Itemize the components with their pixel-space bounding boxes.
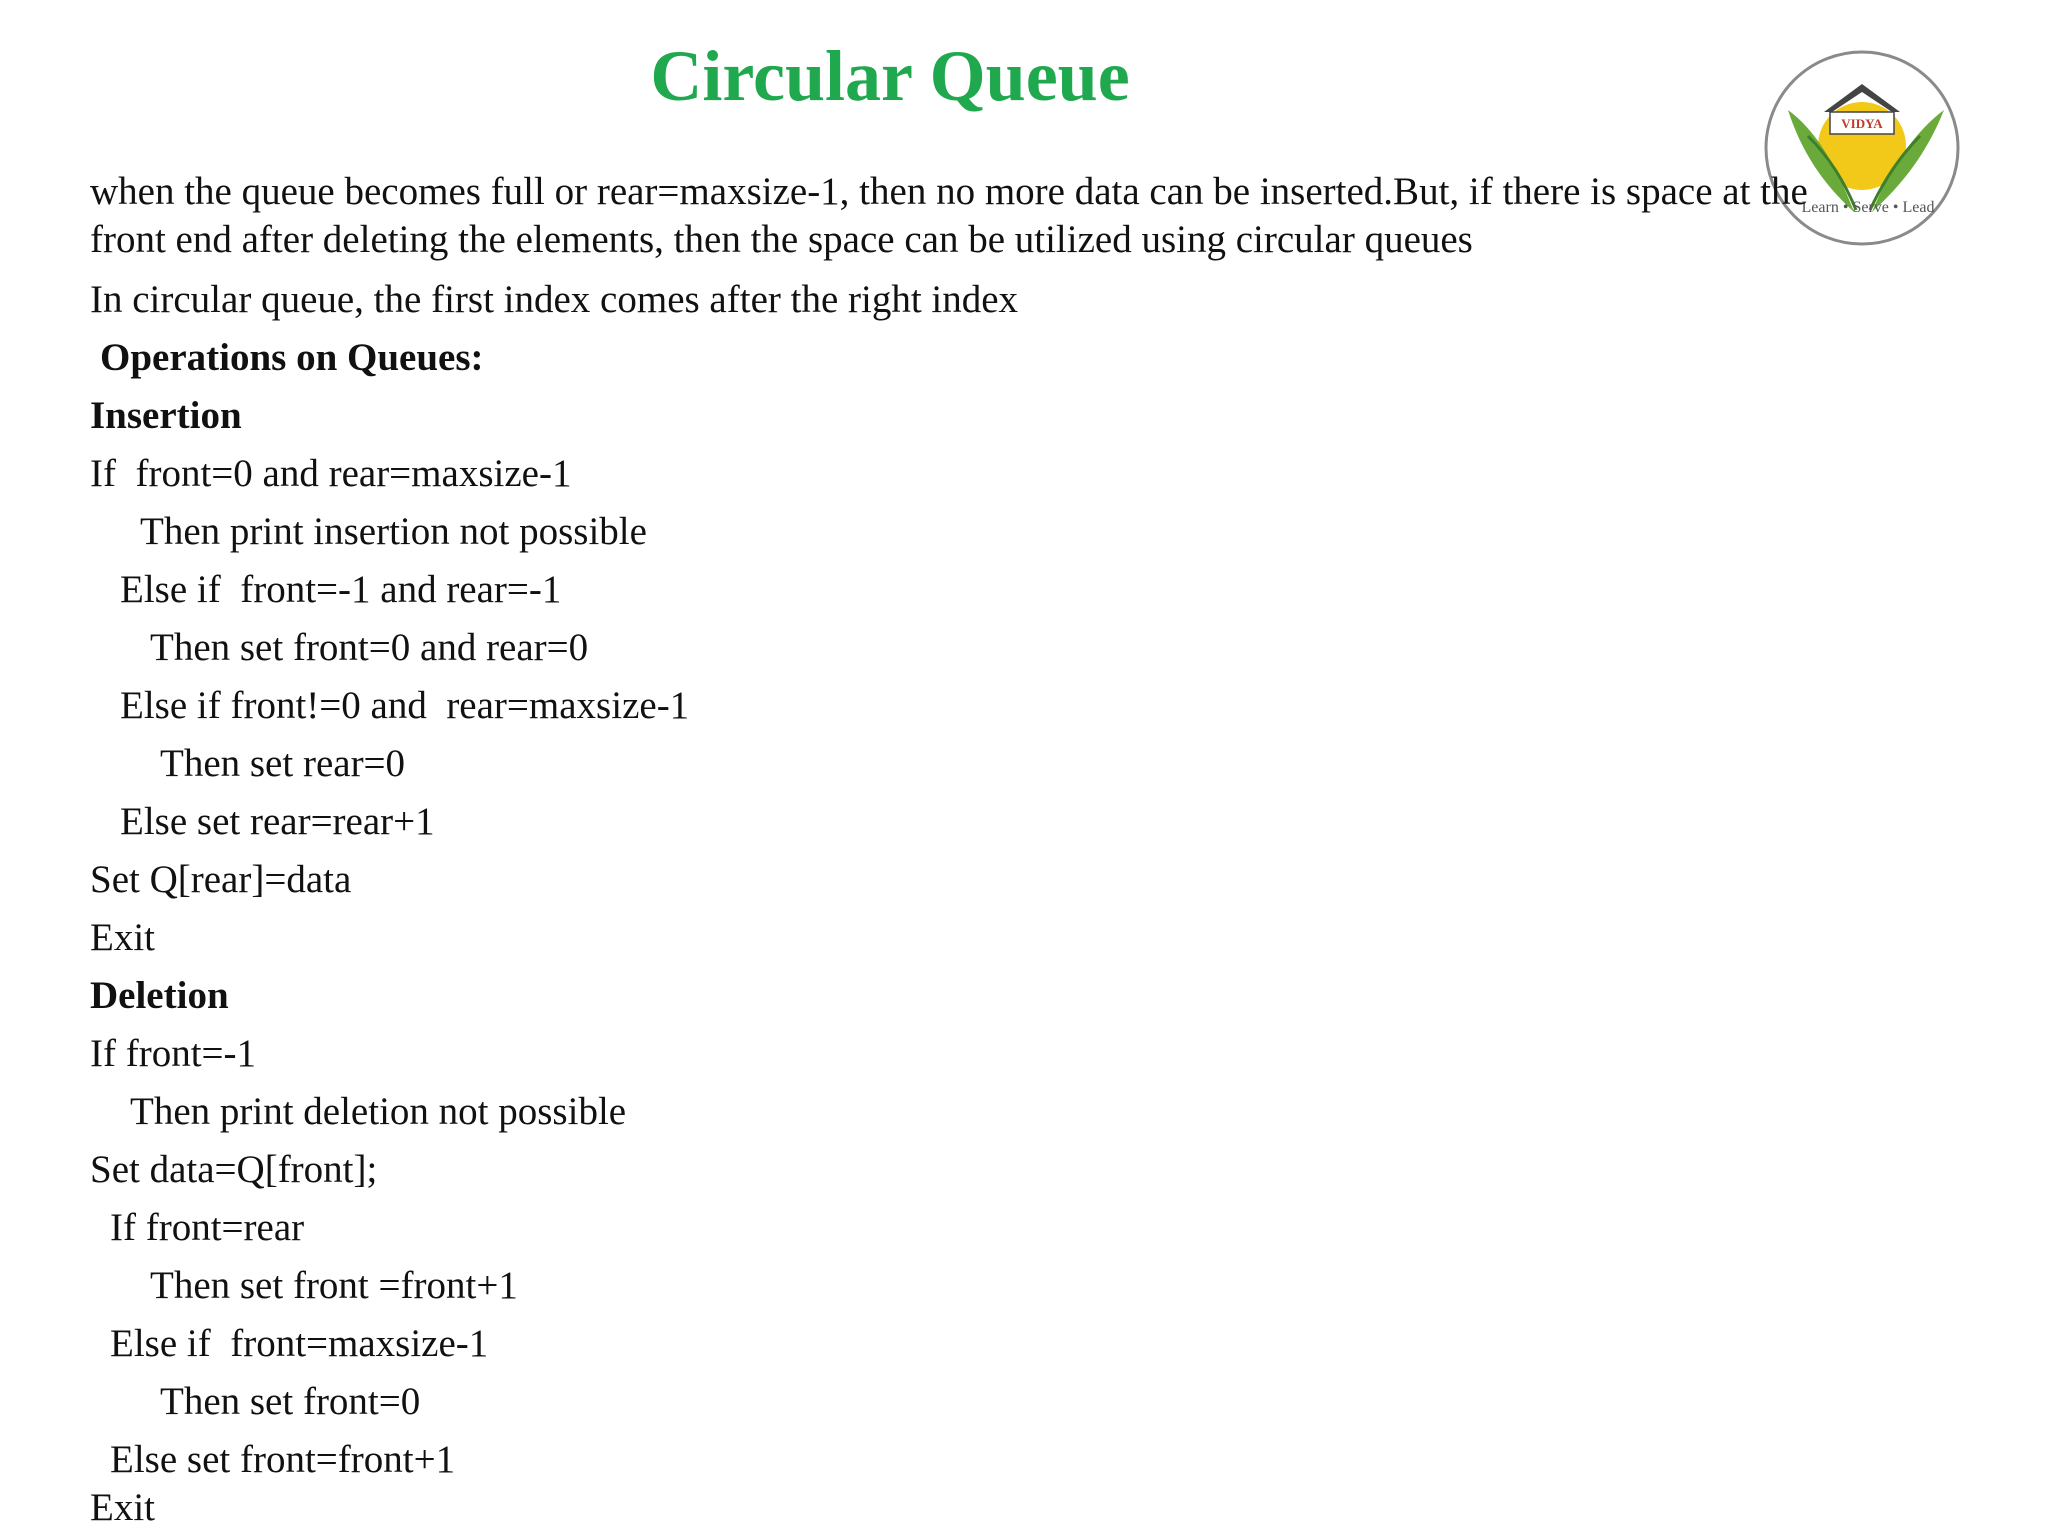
pseudocode-line: If front=0 and rear=maxsize-1 <box>90 452 572 495</box>
text-line: In circular queue, the first index comes after the right index <box>90 278 1019 321</box>
pseudocode-line: Else if front=-1 and rear=-1 <box>120 568 562 611</box>
pseudocode-line: Else set rear=rear+1 <box>120 800 435 843</box>
pseudocode-line: If front=rear <box>110 1206 305 1249</box>
pseudocode-line: Exit <box>90 1486 155 1529</box>
insertion-heading: Insertion <box>90 394 242 437</box>
deletion-heading: Deletion <box>90 974 229 1017</box>
pseudocode-line: Else set front=front+1 <box>110 1438 456 1481</box>
pseudocode-line: Then set front=0 and rear=0 <box>150 626 589 669</box>
pseudocode-line: Then set front =front+1 <box>150 1264 518 1307</box>
pseudocode-line: Set Q[rear]=data <box>90 858 352 901</box>
pseudocode-line: Set data=Q[front]; <box>90 1148 378 1191</box>
pseudocode-line: Else if front!=0 and rear=maxsize-1 <box>120 684 690 727</box>
pseudocode-line: Then print insertion not possible <box>140 510 647 553</box>
pseudocode-line: Else if front=maxsize-1 <box>110 1322 489 1365</box>
pseudocode-line: Then set front=0 <box>160 1380 421 1423</box>
pseudocode-line: Then set rear=0 <box>160 742 406 785</box>
intro-paragraph: when the queue becomes full or rear=maxsize-1, then no more data can be inserted.But, if there is space at the front end after deleting the elements, then the space can be utilized using circular queues <box>90 170 1808 261</box>
section-heading: Operations on Queues: <box>100 336 484 379</box>
logo-bottom-text: Learn • Serve • Lead <box>1801 199 1935 216</box>
pseudocode-line: Exit <box>90 916 155 959</box>
pseudocode-line: Then print deletion not possible <box>130 1090 627 1133</box>
page-title: Circular Queue <box>650 36 1130 116</box>
logo-top-text: VIDYA <box>1841 116 1883 131</box>
pseudocode-line: If front=-1 <box>90 1032 257 1075</box>
